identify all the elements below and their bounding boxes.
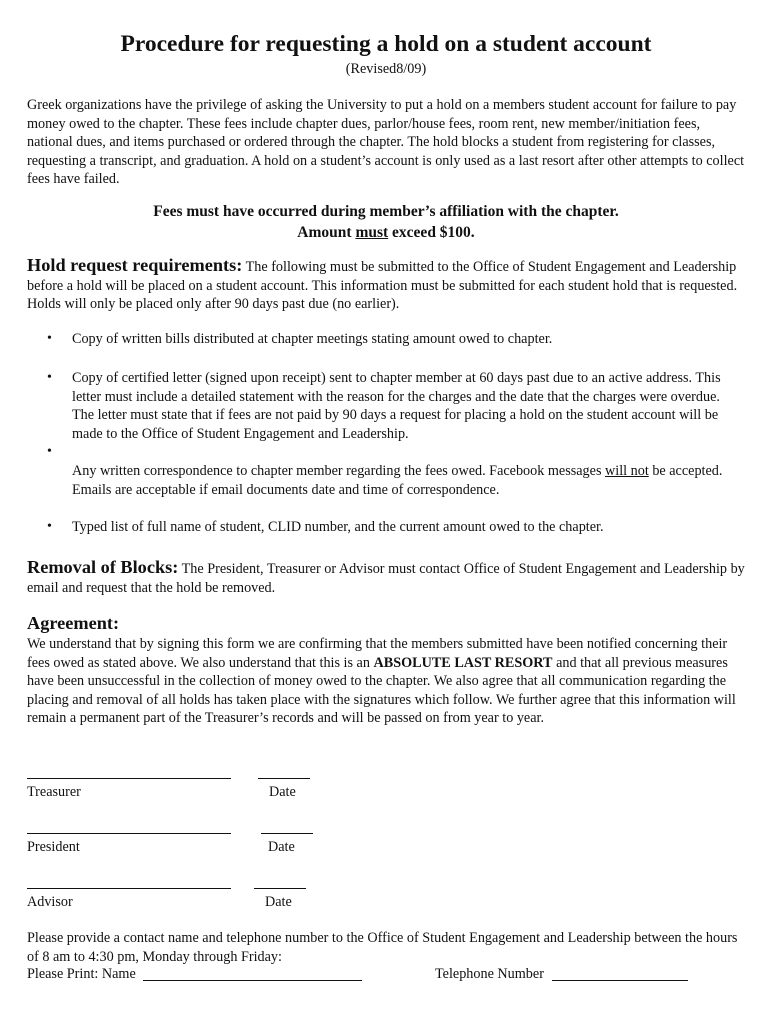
print-name-label: Please Print: Name bbox=[27, 966, 136, 982]
intro-paragraph: Greek organizations have the privilege of asking the University to put a hold on a members student account for failure to pay money owed to the chapter. These fees include chapter dues, parlor/house fees, room rent, new member/initiation fees, national dues, and items purchased or ordered through the chapter. The hold blocks a student from registering for classes, requesting a transcript, and graduation. A hold on a student’s account is only used as a last resort after other attempts to collect fees have failed. bbox=[27, 97, 745, 188]
treasurer-signature-line[interactable] bbox=[27, 778, 231, 779]
president-label: President bbox=[27, 839, 80, 855]
removal-text: The President, Treasurer or Advisor must contact Office of Student Engagement and Leadership by email and request that the hold be removed. bbox=[27, 561, 745, 596]
agreement-text-post: and that all previous measures have been unsuccessful in the collection of money owed to the chapter. We also agree that all communication regarding the placing and removal of all holds has taken place with the signatures which follow. We further agree that this information will remain a permanent part of the Treasurer’s records and will be passed on from year to year. bbox=[27, 654, 736, 727]
hold-requirements-text: The following must be submitted to the Office of Student Engagement and Leadership before a hold will be placed on a student account. This information must be submitted for each student hold that is requested. Holds will only be placed only after 90 days past due (no earlier). bbox=[27, 259, 738, 313]
fees-notice bbox=[27, 201, 745, 243]
bullet-text: Copy of written bills distributed at chapter meetings stating amount owed to chapter. bbox=[72, 331, 553, 347]
bullet-icon: • bbox=[47, 331, 52, 346]
president-signature-line[interactable] bbox=[27, 833, 231, 834]
bullet-text bbox=[72, 462, 742, 499]
fees-notice-line1: Fees must have occurred during member’s affiliation with the chapter. bbox=[153, 203, 619, 220]
agreement-text-pre: We understand that by signing this form we are confirming that the members submitted have been notified concerning their fees owed as stated above. We also understand that this is an bbox=[27, 636, 728, 671]
absolute-last-resort: ABSOLUTE LAST RESORT bbox=[373, 654, 553, 671]
fees-notice-line2 bbox=[27, 222, 745, 243]
removal-section bbox=[27, 558, 745, 597]
treasurer-date-line[interactable] bbox=[258, 778, 310, 779]
contact-instructions: Please provide a contact name and telephone number to the Office of Student Engagement and Leadership between the hours of 8 am to 4:30 pm, Monday through Friday: bbox=[27, 930, 738, 965]
date-label: Date bbox=[268, 839, 295, 855]
telephone-label: Telephone Number bbox=[435, 966, 544, 982]
date-label: Date bbox=[265, 894, 292, 910]
bullet-text-post: be accepted. Emails are acceptable if email documents date and time of correspondence. bbox=[72, 463, 723, 498]
revision-note: (Revised8/09) bbox=[345, 61, 427, 77]
bullet-text: Typed list of full name of student, CLID number, and the current amount owed to the chapter. bbox=[72, 519, 604, 535]
removal-heading: Removal of Blocks: bbox=[27, 557, 179, 577]
president-date-line[interactable] bbox=[261, 833, 313, 834]
bullet-icon: • bbox=[47, 519, 52, 534]
hold-requirements-heading: Hold request requirements: bbox=[27, 255, 243, 275]
hold-requirements-section bbox=[27, 256, 745, 314]
telephone-line[interactable] bbox=[552, 980, 688, 981]
advisor-label: Advisor bbox=[27, 894, 73, 910]
fees-notice-must: must bbox=[355, 224, 389, 241]
date-label: Date bbox=[269, 784, 296, 800]
fees-notice-line2-post: exceed $100. bbox=[388, 224, 475, 241]
bullet-text-pre: Any written correspondence to chapter member regarding the fees owed. Facebook messages bbox=[72, 463, 606, 479]
will-not-emphasis: will not bbox=[605, 463, 649, 479]
print-name-line[interactable] bbox=[143, 980, 362, 981]
treasurer-label: Treasurer bbox=[27, 784, 81, 800]
fees-notice-line2-pre: Amount bbox=[297, 224, 356, 241]
bullet-icon: • bbox=[47, 444, 52, 459]
page-title: Procedure for requesting a hold on a student account bbox=[120, 31, 652, 57]
bullet-text: Copy of certified letter (signed upon receipt) sent to chapter member at 60 days past due to an active address. This letter must include a detailed statement with the reason for the charges and the date that the charges were overdue. The letter must state that if fees are not paid by 90 days a request for placing a hold on the student account will be made to the Office of Student Engagement and Leadership. bbox=[72, 370, 721, 442]
agreement-text bbox=[27, 635, 745, 728]
bullet-icon: • bbox=[47, 370, 52, 385]
advisor-date-line[interactable] bbox=[254, 888, 306, 889]
agreement-heading: Agreement: bbox=[27, 613, 120, 633]
advisor-signature-line[interactable] bbox=[27, 888, 231, 889]
